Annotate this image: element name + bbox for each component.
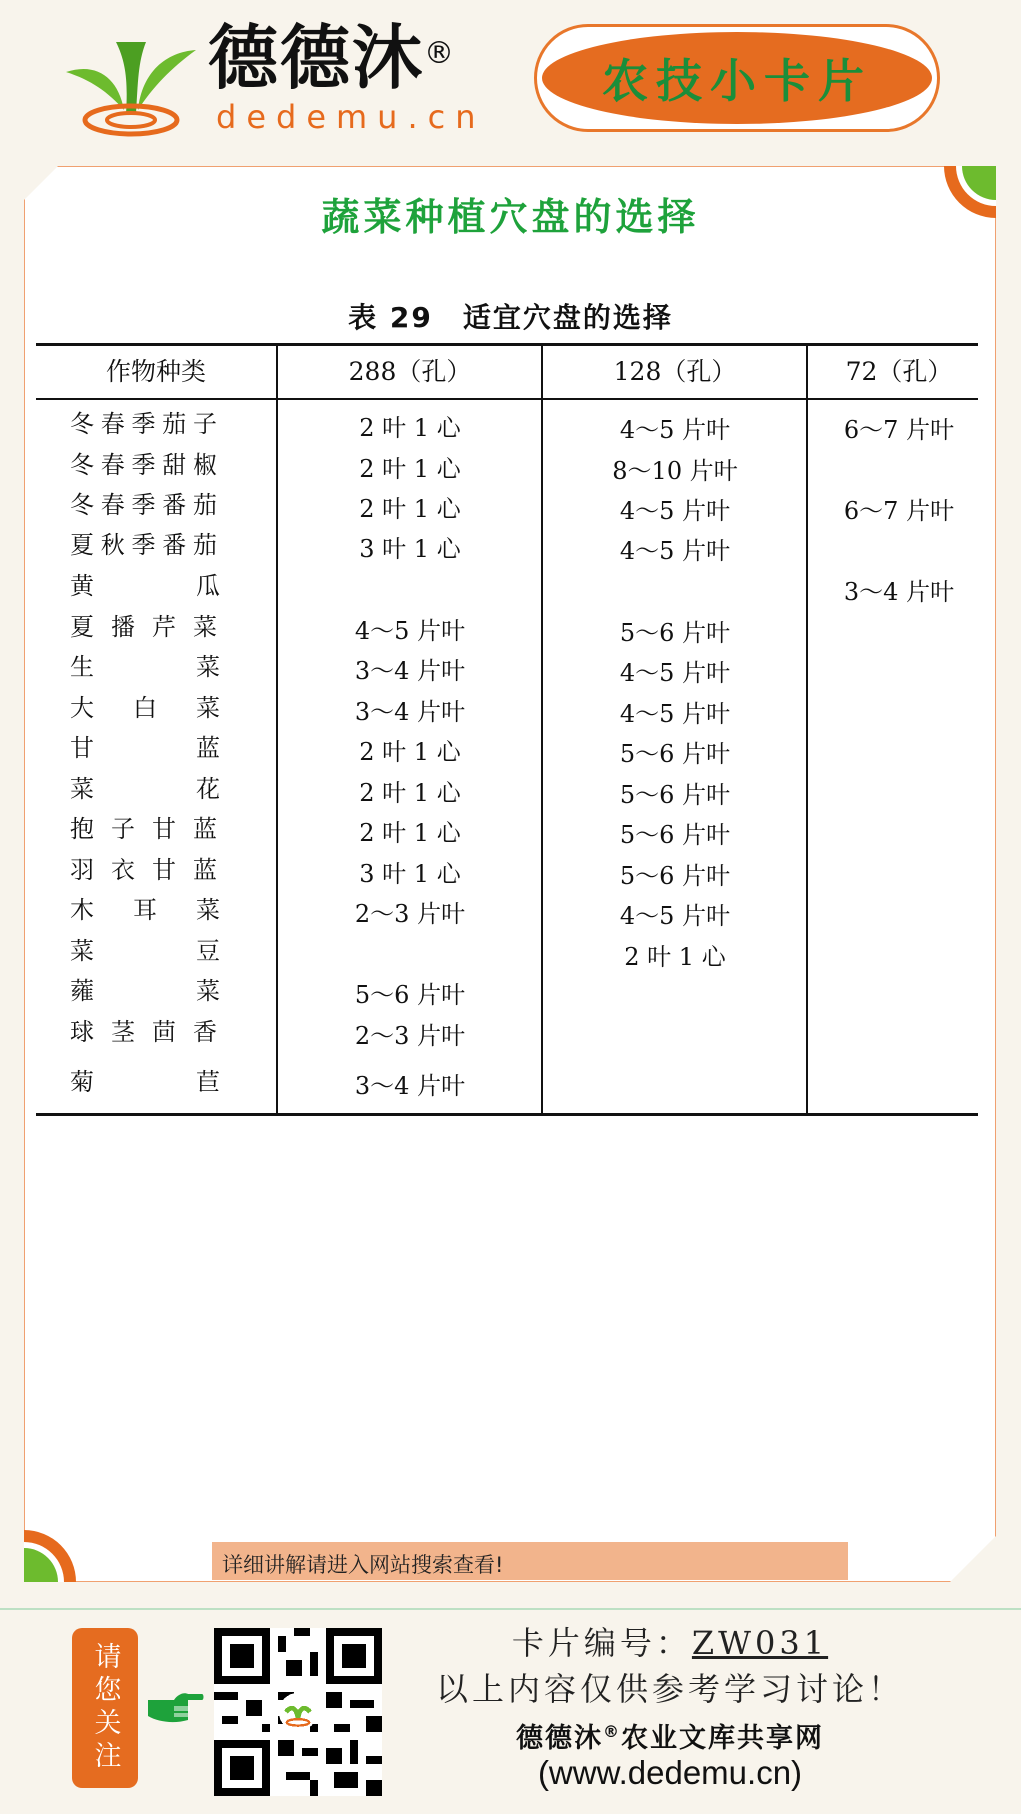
- brand-name: 德德沐®: [208, 17, 456, 99]
- table-cell-crop: 菜花: [70, 775, 220, 803]
- table-cell-128-hole: 4～5 片叶: [619, 902, 731, 930]
- table-cell-288-hole: 2～3 片叶: [354, 900, 466, 928]
- table-cell-128-hole: 8～10 片叶: [612, 457, 738, 485]
- table-cell-128-hole: 4～5 片叶: [619, 659, 731, 687]
- table-cell-288-hole: 3～4 片叶: [354, 657, 466, 685]
- table-header-rule: [36, 398, 978, 400]
- table-cell-288-hole: 2 叶 1 心: [359, 455, 461, 483]
- table-bottom-rule: [36, 1113, 978, 1116]
- table-cell-288-hole: 2～3 片叶: [354, 1022, 466, 1050]
- follow-badge: [72, 1628, 138, 1788]
- table-cell-crop: 球茎茴香: [70, 1018, 220, 1046]
- table-cell-288-hole: 3 叶 1 心: [359, 535, 461, 563]
- table-cell-128-hole: 5～6 片叶: [619, 862, 731, 890]
- table-cell-crop: 菊苣: [70, 1068, 220, 1096]
- brand-url: dedemu.cn: [216, 98, 486, 136]
- table-cell-72-hole: 6～7 片叶: [843, 497, 955, 525]
- table-cell-128-hole: 5～6 片叶: [619, 740, 731, 768]
- table-cell-crop: 夏播芹菜: [70, 613, 220, 641]
- column-header-72: 72（孔）: [845, 357, 953, 386]
- table-cell-288-hole: 2 叶 1 心: [359, 779, 461, 807]
- table-cell-crop: 木耳菜: [70, 896, 220, 924]
- site-url-link[interactable]: (www.dedemu.cn): [537, 1754, 803, 1791]
- pointing-hand-icon: [144, 1686, 204, 1726]
- table-cell-72-hole: 6～7 片叶: [843, 416, 955, 444]
- table-cell-288-hole: 2 叶 1 心: [359, 495, 461, 523]
- table-cell-288-hole: 3～4 片叶: [354, 698, 466, 726]
- badge-label: 农技小卡片: [602, 54, 872, 108]
- table-cell-288-hole: 3～4 片叶: [354, 1072, 466, 1100]
- dedemu-logo-icon: [56, 22, 206, 140]
- column-header-128: 128（孔）: [613, 357, 737, 386]
- table-top-rule: [36, 343, 978, 346]
- table-cell-288-hole: 2 叶 1 心: [359, 414, 461, 442]
- card-number-value: ZW031: [691, 1624, 829, 1662]
- table-cell-128-hole: 4～5 片叶: [619, 700, 731, 728]
- table-cell-crop: 菜豆: [70, 937, 220, 965]
- column-header-288: 288（孔）: [348, 357, 472, 386]
- card-number: 卡片编号：ZW031: [511, 1624, 829, 1662]
- table-cell-crop: 冬春季番茄: [70, 491, 220, 519]
- table-cell-128-hole: 4～5 片叶: [619, 497, 731, 525]
- table-cell-288-hole: 3 叶 1 心: [359, 860, 461, 888]
- table-cell-128-hole: 4～5 片叶: [619, 416, 731, 444]
- column-header-crop: 作物种类: [105, 357, 206, 386]
- card-title: 蔬菜种植穴盘的选择: [321, 195, 700, 239]
- note-bar: [212, 1542, 848, 1580]
- table-cell-128-hole: 4～5 片叶: [619, 537, 731, 565]
- table-cell-crop: 羽衣甘蓝: [70, 856, 220, 884]
- table-cell-crop: 生菜: [70, 653, 220, 681]
- table-cell-72-hole: 3～4 片叶: [843, 578, 955, 606]
- table-cell-crop: 冬春季甜椒: [70, 451, 220, 479]
- note-text: 详细讲解请进入网站搜索查看!: [222, 1553, 504, 1577]
- card-corner-cut: [950, 1536, 996, 1582]
- table-cell-crop: 黄瓜: [70, 572, 220, 600]
- table-cell-crop: 蕹菜: [70, 977, 220, 1005]
- badge: [542, 32, 932, 124]
- table-cell-128-hole: 5～6 片叶: [619, 781, 731, 809]
- follow-label: 请您关注: [89, 1642, 121, 1774]
- table-cell-288-hole: 2 叶 1 心: [359, 738, 461, 766]
- site-name: 德德沐®农业文库共享网: [516, 1722, 824, 1754]
- table-cell-288-hole: 4～5 片叶: [354, 617, 466, 645]
- table-cell-crop: 甘蓝: [70, 734, 220, 762]
- table-title: 表 29 适宜穴盘的选择: [348, 301, 673, 334]
- table-cell-128-hole: 5～6 片叶: [619, 821, 731, 849]
- qr-code-icon[interactable]: [214, 1628, 382, 1796]
- table-cell-crop: 大白菜: [70, 694, 220, 722]
- corner-ornament-icon: [24, 1530, 76, 1582]
- disclaimer: 以上内容仅供参考学习讨论！: [435, 1670, 904, 1708]
- footer-divider: [0, 1608, 1021, 1610]
- table-cell-288-hole: 2 叶 1 心: [359, 819, 461, 847]
- table-cell-128-hole: 2 叶 1 心: [624, 943, 726, 971]
- table-cell-crop: 夏秋季番茄: [70, 531, 220, 559]
- table-cell-288-hole: 5～6 片叶: [354, 981, 466, 1009]
- table-cell-crop: 冬春季茄子: [70, 410, 220, 438]
- table-cell-128-hole: 5～6 片叶: [619, 619, 731, 647]
- table-cell-crop: 抱子甘蓝: [70, 815, 220, 843]
